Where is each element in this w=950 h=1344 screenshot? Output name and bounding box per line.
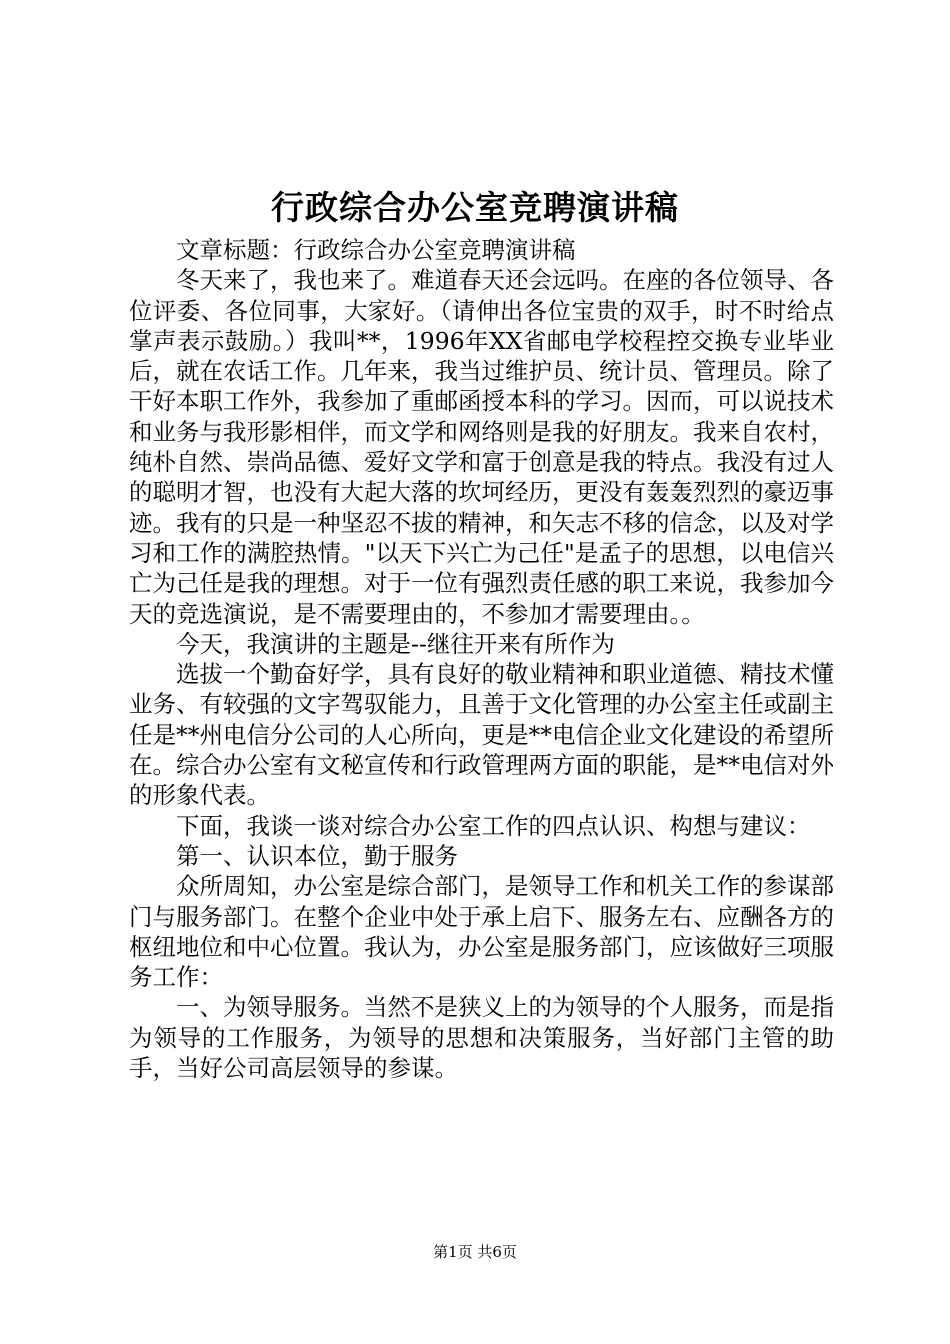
- paragraph-office-role: 众所周知，办公室是综合部门，是领导工作和机关工作的参谋部门与服务部门。在整个企业中处于承上启下、服务左右、应酬各方的枢纽地位和中心位置。我认为，办公室是服务部门，应该做好三项服务工作：: [129, 872, 834, 992]
- paragraph-selection: 选拔一个勤奋好学，具有良好的敬业精神和职业道德、精技术懂业务、有较强的文字驾驭能力，且善于文化管理的办公室主任或副主任是**州电信分公司的人心所向，更是**电信企业文化建设的希望所在。综合办公室有文秘宣传和行政管理两方面的职能，是**电信对外的形象代表。: [129, 660, 834, 810]
- document-title: 行政综合办公室竞聘演讲稿: [271, 188, 679, 227]
- page-number: 第1页 共6页: [433, 1243, 517, 1261]
- paragraph-serve-leaders: 一、为领导服务。当然不是狭义上的为领导的个人服务，而是指为领导的工作服务，为领导的思想和决策服务，当好部门主管的助手，当好公司高层领导的参谋。: [129, 993, 834, 1083]
- paragraph-introduction: 冬天来了，我也来了。难道春天还会远吗。在座的各位领导、各位评委、各位同事，大家好。（请伸出各位宝贵的双手，时不时给点掌声表示鼓励。）我叫**，1996年XX省邮电学校程控交换专业毕业后，就在农话工作。几年来，我当过维护员、统计员、管理员。除了干好本职工作外，我参加了重邮函授本科的学习。因而，可以说技术和业务与我形影相伴，而文学和网络则是我的好朋友。我来自农村，纯朴自然、崇尚品德、爱好文学和富于创意是我的特点。我没有过人的聪明才智，也没有大起大落的坎坷经历，更没有轰轰烈烈的豪迈事迹。我有的只是一种坚忍不拔的精神，和矢志不移的信念，以及对学习和工作的满腔热情。"以天下兴亡为己任"是孟子的思想，以电信兴亡为己任是我的理想。对于一位有强烈责任感的职工来说，我参加今天的竞选演说，是不需要理由的，不参加才需要理由。。: [129, 266, 834, 628]
- paragraph-speech-theme: 今天，我演讲的主题是--继往开来有所作为: [176, 629, 615, 658]
- document-body: [129, 235, 834, 1083]
- paragraph-four-points: 下面，我谈一谈对综合办公室工作的四点认识、构想与建议：: [176, 811, 811, 840]
- paragraph-article-title: 文章标题：行政综合办公室竞聘演讲稿: [176, 236, 576, 264]
- paragraph-section-one-heading: 第一、认识本位，勤于服务: [176, 841, 458, 870]
